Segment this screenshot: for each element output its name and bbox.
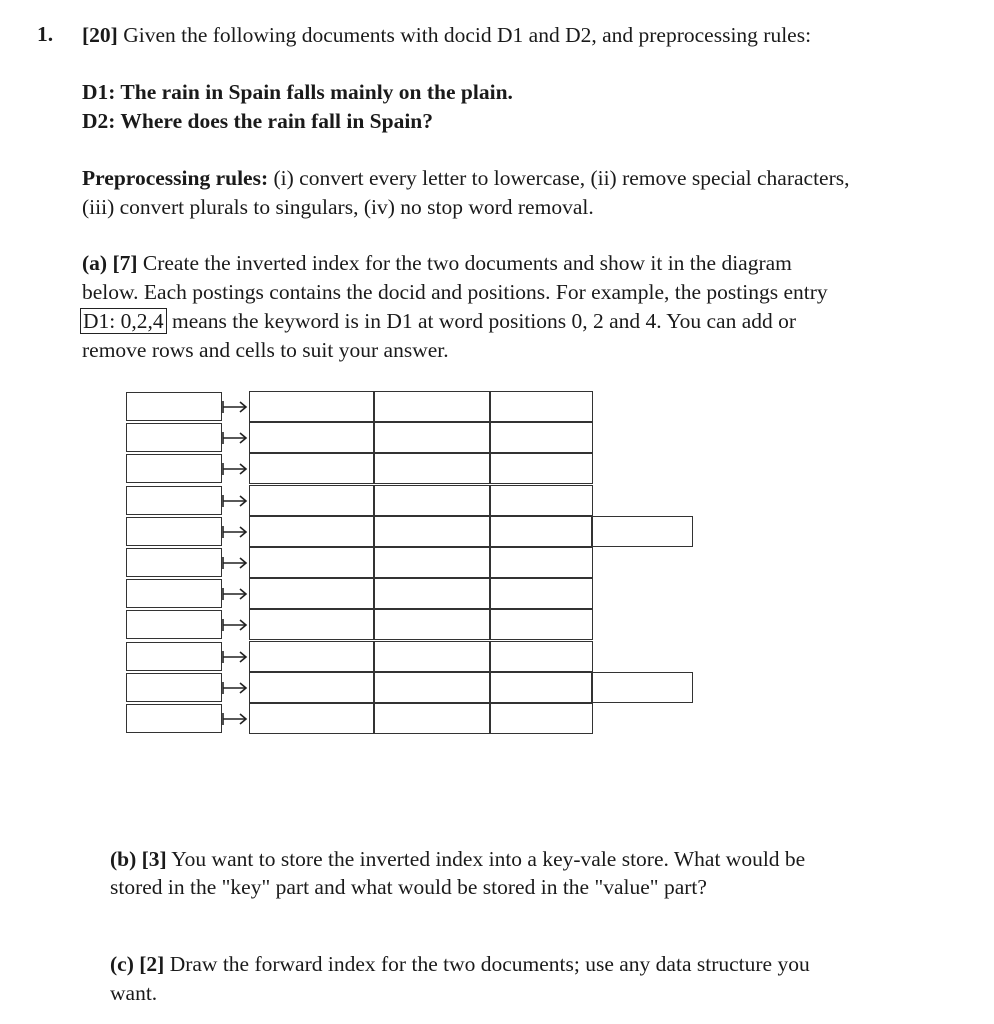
keyword-cell: [126, 673, 222, 702]
rules-line-1: [82, 165, 850, 191]
pointer-arrow-icon: [221, 430, 249, 446]
keyword-cell: [126, 610, 222, 639]
doc-d2-label: D2:: [82, 109, 116, 133]
rules-label: Preprocessing rules:: [82, 166, 269, 190]
keyword-cell: [126, 392, 222, 421]
postings-cell: [373, 578, 491, 609]
part-b-line-2: stored in the "key" part and what would be stored in the "value" part?: [110, 875, 707, 899]
pointer-arrow-icon: [221, 711, 249, 727]
pointer-arrow-icon: [221, 680, 249, 696]
postings-cell: [249, 516, 375, 547]
keyword-cell: [126, 579, 222, 608]
postings-cell: [373, 703, 491, 734]
postings-cell: [249, 485, 375, 516]
postings-cell: [373, 422, 491, 453]
keyword-cell: [126, 704, 222, 733]
part-b-text-1: You want to store the inverted index into a key-vale store. What would be: [166, 847, 806, 871]
postings-cell: [591, 672, 693, 703]
postings-cell: [249, 578, 375, 609]
pointer-arrow-icon: [221, 399, 249, 415]
postings-cell: [489, 703, 593, 734]
postings-cell: [249, 703, 375, 734]
part-a-text-1: Create the inverted index for the two documents and show it in the diagram: [137, 251, 792, 275]
keyword-cell: [126, 486, 222, 515]
doc-d2: [82, 108, 433, 134]
pointer-arrow-icon: [221, 617, 249, 633]
postings-cell: [373, 453, 491, 484]
question-header-text: Given the following documents with docid D1 and D2, and preprocessing rules:: [117, 23, 812, 47]
pointer-arrow-icon: [221, 555, 249, 571]
postings-cell: [249, 391, 375, 422]
postings-cell: [489, 485, 593, 516]
postings-cell: [249, 641, 375, 672]
pointer-arrow-icon: [221, 649, 249, 665]
postings-cell: [373, 672, 491, 703]
keyword-cell: [126, 423, 222, 452]
postings-cell: [373, 485, 491, 516]
keyword-cell: [126, 517, 222, 546]
pointer-arrow-icon: [221, 524, 249, 540]
postings-cell: [489, 422, 593, 453]
part-a-line-4: remove rows and cells to suit your answer.: [82, 338, 449, 362]
postings-cell: [249, 422, 375, 453]
postings-cell: [373, 609, 491, 640]
postings-cell: [249, 672, 375, 703]
rules-text-1: (i) convert every letter to lowercase, (ii) remove special characters,: [268, 166, 850, 190]
postings-cell: [489, 672, 593, 703]
postings-cell: [249, 453, 375, 484]
postings-cell: [489, 547, 593, 578]
postings-cell: [489, 453, 593, 484]
doc-d1: [82, 79, 513, 105]
postings-cell: [373, 641, 491, 672]
postings-cell: [489, 641, 593, 672]
pointer-arrow-icon: [221, 493, 249, 509]
postings-cell: [489, 391, 593, 422]
part-c-text-1: Draw the forward index for the two documents; use any data structure you: [164, 952, 810, 976]
part-c-line-1: [110, 951, 810, 977]
keyword-cell: [126, 454, 222, 483]
postings-cell: [591, 516, 693, 547]
pointer-arrow-icon: [221, 586, 249, 602]
question-header: [82, 22, 811, 48]
postings-cell: [373, 547, 491, 578]
postings-cell: [373, 391, 491, 422]
postings-cell: [489, 516, 593, 547]
keyword-cell: [126, 548, 222, 577]
part-b-label: (b) [3]: [110, 847, 167, 871]
pointer-arrow-icon: [221, 461, 249, 477]
postings-cell: [249, 547, 375, 578]
part-a-line-2: below. Each postings contains the docid and positions. For example, the postings entry: [82, 280, 828, 304]
keyword-cell: [126, 642, 222, 671]
part-a-label: (a) [7]: [82, 251, 138, 275]
postings-cell: [489, 578, 593, 609]
part-a-line-1: [82, 250, 792, 276]
part-c-label: (c) [2]: [110, 952, 165, 976]
postings-cell: [373, 516, 491, 547]
question-points: [20]: [82, 23, 118, 47]
doc-d2-text: Where does the rain fall in Spain?: [115, 109, 434, 133]
question-number: 1.: [37, 22, 54, 46]
doc-d1-label: D1:: [82, 80, 116, 104]
postings-cell: [249, 609, 375, 640]
part-c-line-2: want.: [110, 981, 158, 1005]
part-b-line-1: [110, 846, 805, 872]
part-a-text-3: means the keyword is in D1 at word positions 0, 2 and 4. You can add or: [166, 309, 797, 333]
rules-line-2: (iii) convert plurals to singulars, (iv) no stop word removal.: [82, 195, 594, 219]
postings-cell: [489, 609, 593, 640]
part-a-line-3: [80, 308, 796, 334]
doc-d1-text: The rain in Spain falls mainly on the plain.: [115, 80, 513, 104]
example-postings-entry: D1: 0,2,4: [80, 308, 167, 334]
